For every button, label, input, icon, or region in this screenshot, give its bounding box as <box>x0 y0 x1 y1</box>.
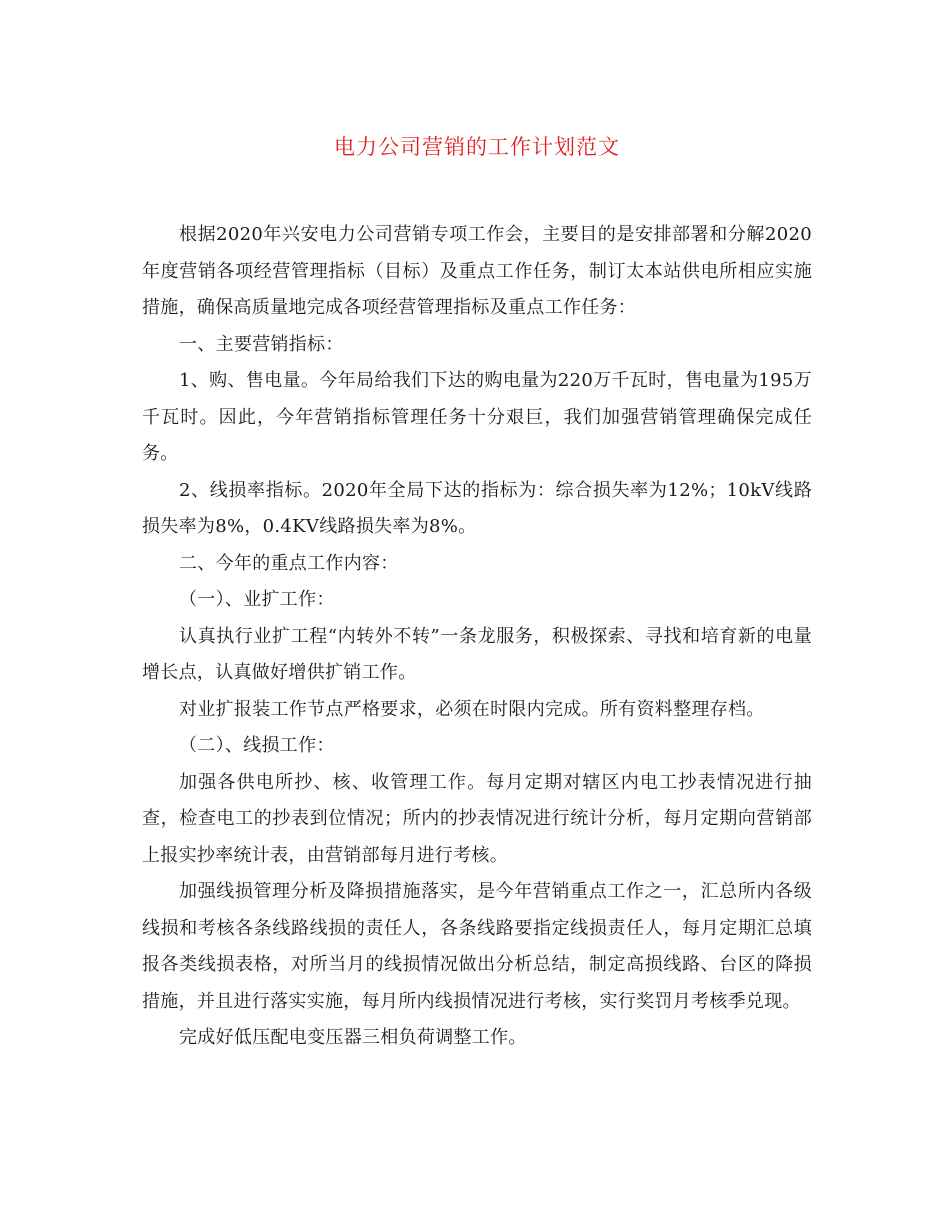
document-title: 电力公司营销的工作计划范文 <box>334 135 620 159</box>
paragraph-loss-reduction: 加强线损管理分析及降损措施落实，是今年营销重点工作之一，汇总所内各级线损和考核各条线路线损的责任人，各条线路要指定线损责任人，每月定期汇总填报各类线损表格，对所当月的线损情况做出分析总结，制定高损线路、台区的降损措施，并且进行落实实施，每月所内线损情况进行考核，实行奖罚月考核季兑现。 <box>142 881 812 1012</box>
paragraph-load-balancing: 完成好低压配电变压器三相负荷调整工作。 <box>179 1027 527 1048</box>
paragraph-installation-requirements: 对业扩报装工作节点严格要求，必须在时限内完成。所有资料整理存档。 <box>179 698 765 720</box>
subheading-line-loss-work: （二）、线损工作： <box>179 735 335 756</box>
document-body <box>142 217 812 1057</box>
paragraph-electricity-volume: 1、购、售电量。今年局给我们下达的购电量为220万千瓦时，售电量为195万千瓦时。因此，今年营销指标管理任务十分艰巨，我们加强营销管理确保完成任务。 <box>142 370 812 464</box>
heading-key-work: 二、今年的重点工作内容： <box>179 552 399 574</box>
paragraph-line-loss-rate: 2、线损率指标。2020年全局下达的指标为：综合损失率为12%；10kV线路损失率为8%，0.4KV线路损失率为8%。 <box>142 479 812 537</box>
paragraph-intro: 根据2020年兴安电力公司营销专项工作会，主要目的是安排部署和分解2020年度营销各项经营管理指标（目标）及重点工作任务，制订太本站供电所相应实施措施，确保高质量地完成各项经营管理指标及重点工作任务： <box>142 224 812 318</box>
paragraph-one-stop-service: 认真执行业扩工程“内转外不转”一条龙服务，积极探索、寻找和培育新的电量增长点，认真做好增供扩销工作。 <box>142 625 812 683</box>
subheading-business-expansion: （一）、业扩工作： <box>179 589 335 610</box>
paragraph-meter-reading: 加强各供电所抄、核、收管理工作。每月定期对辖区内电工抄表情况进行抽查，检查电工的抄表到位情况；所内的抄表情况进行统计分析，每月定期向营销部上报实抄率统计表，由营销部每月进行考核。 <box>142 771 812 866</box>
heading-main-indicators: 一、主要营销指标： <box>179 333 344 355</box>
